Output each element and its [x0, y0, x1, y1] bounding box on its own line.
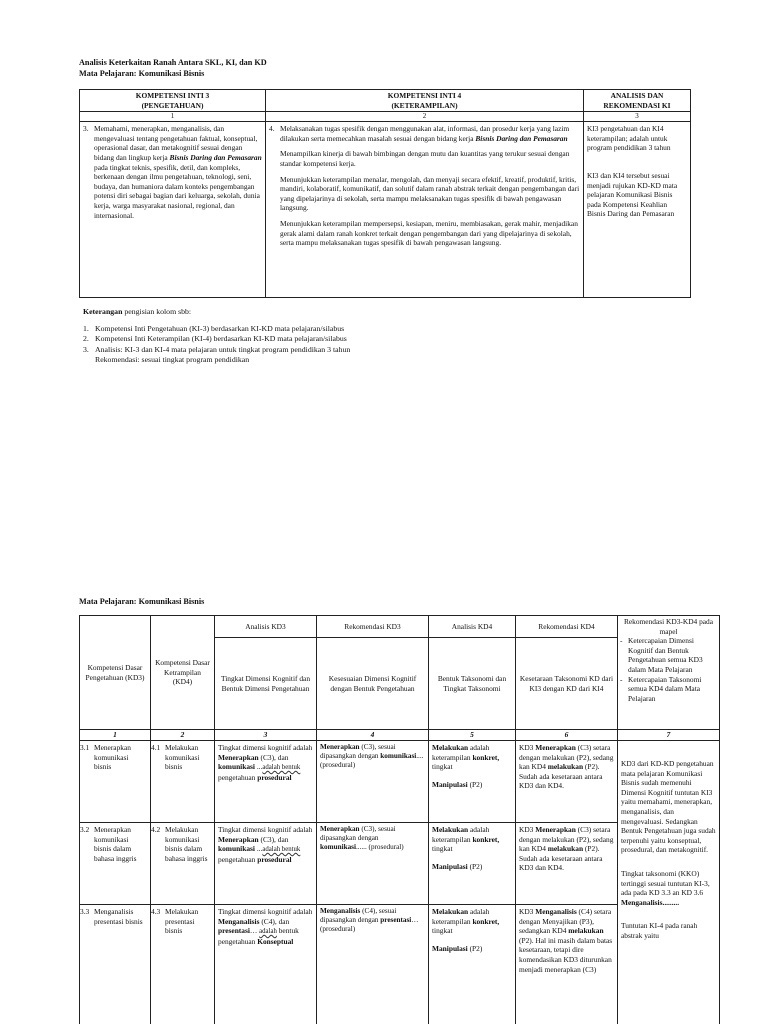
text-run: (C4) setara dengan Menyajikan (P3), sedangkan KD4 — [519, 907, 612, 936]
doc-subject: Mata Pelajaran: Komunikasi Bisnis — [79, 69, 205, 78]
column-index: 1 — [80, 730, 151, 741]
text-run: Menganalisis — [218, 916, 260, 926]
notes-item-text: Kompetensi Inti Pengetahuan (KI-3) berdasarkan KI-KD mata pelajaran/silabus — [95, 323, 345, 333]
text-run: melakukan — [547, 844, 584, 854]
text-run: konkret, — [472, 752, 500, 762]
text-run: adalah bentuk — [262, 846, 301, 854]
text-run: konkret, — [472, 916, 500, 926]
text-run: Menerapkan — [320, 825, 360, 833]
text-run: tingkat — [432, 762, 453, 772]
header-ki4 — [266, 90, 584, 112]
text-run: adalah keterampilan — [432, 825, 490, 844]
header-rekom-mapel-title: Rekomendasi KD3-KD4 pada mapel — [623, 617, 714, 636]
analisis-kd4-cell — [429, 823, 516, 905]
header-kd4: Kompetensi Dasar Ketrampilan (KD4) — [151, 616, 215, 730]
text-run: adalah bentuk — [262, 764, 301, 772]
col-number-2: 2 — [266, 112, 584, 122]
kd3-cell — [80, 823, 151, 905]
text-run: presentasi — [380, 916, 412, 925]
header-ki3-line2: (PENGETAHUAN) — [141, 100, 204, 110]
notes-section — [83, 307, 643, 366]
text-run: ...... (prosedural) — [355, 843, 404, 852]
text-run: Melakukan — [432, 743, 469, 752]
rekom-kd3-cell — [317, 741, 429, 823]
text-run: Menerapkan — [218, 752, 259, 762]
header-rekom-item: - Ketercapaian Taksonomi semua KD4 dalam Mata Pelajaran — [620, 675, 717, 704]
text-run: presentasi — [218, 926, 250, 936]
text-run: Manipulasi — [432, 943, 468, 953]
text-run: (P2). Sudah ada kesetaraan antara KD3 dan KD4. — [519, 762, 603, 791]
header-kd3: Kompetensi Dasar Pengetahuan (KD3) — [80, 616, 151, 730]
text-run: KD3 — [519, 907, 536, 916]
analisis-kd4-cell — [429, 741, 516, 823]
subheader-rekom-kd3: Kesesuaian Dimensi Kognitif dengan Bentuk Pengetahuan — [317, 638, 429, 730]
ki3-number: 3. — [83, 124, 89, 134]
text-run: … — [249, 926, 260, 936]
kd4-text: Melakukan presentasi bisnis — [165, 907, 199, 936]
text-run: Menganalisis......... — [621, 897, 680, 907]
rekom-kd3-cell — [317, 823, 429, 905]
notes-list — [83, 324, 643, 366]
kd3-cell — [80, 741, 151, 823]
ki-analysis-table — [79, 89, 691, 298]
text-run: Menerapkan — [320, 743, 360, 751]
rekom-mapel-para-2 — [621, 869, 716, 907]
notes-label: Keterangan — [83, 307, 123, 316]
table-row — [80, 741, 720, 823]
text-run: (C3), sesuai dipasangkan dengan — [320, 743, 396, 761]
subheader-rekom-kd4: Kesetaraan Taksonomi KD dari KI3 dengan KD dari KI4 — [516, 638, 618, 730]
kd-analysis-table — [79, 615, 720, 1024]
kd3-text: Menerapkan komunikasi bisnis — [94, 743, 131, 772]
text-run: ....(prosedural) — [320, 752, 424, 770]
header-rekom-kd4: Rekomendasi KD4 — [516, 616, 618, 638]
text-run: Tingkat dimensi kognitif adalah — [218, 825, 313, 834]
header-ki4-line1: KOMPETENSI INTI 4 — [387, 91, 462, 100]
kd4-cell — [151, 741, 215, 823]
header-rekom-mapel — [618, 616, 720, 730]
analysis-cell — [584, 122, 691, 298]
ki4-program-name: Bisnis Daring dan Pemasaran — [475, 133, 568, 143]
header-analysis-line2: REKOMENDASI KI — [603, 100, 671, 110]
kd3-text: Menganalisis presentasi bisnis — [94, 907, 143, 926]
column-index: 3 — [215, 730, 317, 741]
text-run: Melakukan — [432, 907, 469, 916]
header-analysis-line1: ANALISIS DAN — [610, 91, 664, 100]
ki3-text-part1: Memahami, menerapkan, menganalisis, dan mengevaluasi tentang pengetahuan faktual, konseptual, operasional dasar, dan metakognitif sesuai dengan bidang dan lingkup kerja — [94, 124, 258, 162]
text-run: adalah keterampilan — [432, 743, 490, 762]
header-rekom-item-text: Ketercapaian Taksonomi semua KD4 dalam Mata Pelajaran — [628, 674, 702, 703]
text-run: adalah — [259, 928, 277, 936]
ki4-number: 4. — [269, 124, 275, 134]
text-run: komunikasi — [218, 762, 255, 772]
analysis-para-1: KI3 pengetahuan dan KI4 keterampilan; adalah untuk program pendidikan 3 tahun — [587, 124, 671, 153]
text-run: Manipulasi — [432, 779, 468, 789]
kd4-number: 4.2 — [151, 825, 161, 834]
notes-heading — [83, 307, 643, 318]
text-run: bentuk pengetahuan — [218, 926, 299, 946]
text-run: Menerapkan — [535, 825, 576, 834]
text-run: Tingkat dimensi kognitif adalah — [218, 907, 313, 916]
doc-subject-2: Mata Pelajaran: Komunikasi Bisnis — [79, 597, 205, 606]
analisis-kd3-cell — [215, 905, 317, 1024]
rekom-kd3-cell — [317, 905, 429, 1024]
ki4-para-2: Menampilkan kinerja di bawah bimbingan dengan mutu dan kuantitas yang terukur sesuai dengan standar kompetensi kerja. — [280, 149, 570, 168]
kd4-text: Melakukan komunikasi bisnis — [165, 743, 200, 772]
kd4-cell — [151, 823, 215, 905]
kd4-number: 4.3 — [151, 907, 161, 916]
analisis-kd4-cell — [429, 905, 516, 1024]
text-run: komunikasi — [380, 752, 417, 761]
header-analysis — [584, 90, 691, 112]
text-run: (P2). Sudah ada kesetaraan antara KD3 dan KD4. — [519, 844, 603, 873]
rekom-mapel-cell — [618, 741, 720, 1024]
column-index: 5 — [429, 730, 516, 741]
analysis-para-2: KI3 dan KI4 tersebut sesuai menjadi rujukan KD-KD mata pelajaran Komunikasi Bisnis pada Kompetensi Keahlian Bisnis Daring dan Pemasaran — [587, 170, 678, 219]
text-run: (C3) setara dengan melakukan (P2), sedang kan KD4 — [519, 825, 614, 854]
text-run: komunikasi — [320, 843, 356, 852]
text-run: prosedural — [257, 854, 292, 864]
text-run: adalah keterampilan — [432, 907, 490, 926]
text-run: (C3) setara dengan melakukan (P2), sedang kan KD4 — [519, 743, 614, 772]
text-run: melakukan — [547, 762, 584, 772]
text-run: Menerapkan — [535, 743, 576, 752]
text-run: (C3), dan — [258, 834, 289, 844]
kd3-number: 3.2 — [80, 825, 90, 834]
text-run: tingkat — [432, 844, 453, 854]
kd3-number: 3.1 — [80, 743, 90, 752]
header-ki3 — [80, 90, 266, 112]
text-run: pengetahuan — [218, 772, 258, 782]
notes-item — [83, 324, 643, 335]
header-ki3-line1: KOMPETENSI INTI 3 — [135, 91, 210, 100]
rekom-mapel-para-1: KD3 dari KD-KD pengetahuan mata pelajaran Komunikasi Bisnis sudah memenuhi Dimensi Kognitif tuntutan KI3 yaitu memahami, menerapkan, menganalisis, dan mengevaluasi. Sedangkan Bentuk Pengetahuan juga sudah terpenuhi yaitu konseptual, prosedural, dan metakognitif. — [621, 759, 716, 855]
ki4-para-4: Menunjukkan keterampilan mempersepsi, kesiapan, meniru, membiasakan, gerak mahir, menjadikan gerak alami dalam ranah konkret terkait dengan pengembangan dari yang dipelajarinya di sekolah, serta mampu melaksanakan tugas spesifik di bawah pengawasan langsung. — [280, 218, 578, 248]
ki4-para-1-text: Melaksanakan tugas spesifik dengan menggunakan alat, informasi, dan prosedur kerja yang lazim dilakukan serta memecahkan masalah sesuai dengan bidang kerja — [280, 124, 570, 143]
kd4-cell — [151, 905, 215, 1024]
text-run: komunikasi — [218, 844, 255, 854]
ki3-text-part2: pada tingkat teknis, spesifik, detil, dan kompleks, berkenaan dengan ilmu pengetahuan, teknologi, seni, budaya, dan humaniora dalam konteks pengembangan potensi diri sebagai bagian dari keluarga, sekolah, dunia kerja, warga masyarakat nasional, regional, dan internasional. — [94, 162, 260, 220]
subheader-analisis-kd4: Bentuk Taksonomi dan Tingkat Taksonomi — [429, 638, 516, 730]
notes-rekomendasi — [83, 355, 643, 366]
text-run: prosedural — [257, 772, 292, 782]
analisis-kd3-cell — [215, 741, 317, 823]
column-index: 7 — [618, 730, 720, 741]
text-run: Menganalisis — [535, 907, 577, 916]
text-run: ... — [254, 844, 263, 854]
notes-rekomendasi-text: Rekomendasi: sesuai tingkat program pendidikan — [95, 355, 250, 364]
ki4-cell — [266, 122, 584, 298]
header-analisis-kd3: Analisis KD3 — [215, 616, 317, 638]
rekom-kd4-cell — [516, 741, 618, 823]
notes-intro: pengisian kolom sbb: — [122, 307, 192, 316]
text-run: Melakukan — [432, 825, 469, 834]
notes-item-number: 3. — [83, 344, 89, 354]
column-index-row — [80, 730, 720, 741]
kd4-text: Melakukan komunikasi bisnis dalam bahasa inggris — [165, 825, 208, 863]
analisis-kd3-cell — [215, 823, 317, 905]
header-rekom-kd3: Rekomendasi KD3 — [317, 616, 429, 638]
text-run: … (prosedural) — [320, 916, 419, 934]
text-run: KD3 — [519, 743, 536, 752]
notes-item — [83, 345, 643, 356]
text-run: (C4), dan — [259, 916, 290, 926]
text-run: (P2). Hal ini masih dalam batas kesetaraan, tetapi dire komendasikan KD3 diturunkan menjadi menerapkan (C3) — [519, 935, 613, 974]
text-run: (C3), sesuai dipasangkan dengan — [320, 825, 396, 843]
ki3-cell — [80, 122, 266, 298]
text-run: Tingkat taksonomi (KKO) tertinggi sesuai tuntutan KI-3, ada pada KD 3.3 an KD 3.6 — [621, 868, 710, 898]
col-number-3: 3 — [584, 112, 691, 122]
notes-item-number: 2. — [83, 334, 89, 343]
kd3-cell — [80, 905, 151, 1024]
text-run: (C3), dan — [258, 752, 289, 762]
notes-item-text: Kompetensi Inti Keterampilan (KI-4) berdasarkan KI-KD mata pelajaran/silabus — [95, 334, 347, 343]
ki4-para-1 — [280, 124, 580, 143]
col-number-1: 1 — [80, 112, 266, 122]
text-run: (P2) — [467, 779, 483, 789]
subheader-analisis-kd3: Tingkat Dimensi Kognitif dan Bentuk Dimensi Pengetahuan — [215, 638, 317, 730]
header-rekom-item: - Ketercapaian Dimensi Kognitif dan Bentuk Pengetahuan semua KD3 dalam Mata Pelajaran — [620, 636, 717, 674]
text-run: Konseptual — [257, 936, 294, 946]
notes-item-text: Analisis: KI-3 dan KI-4 mata pelajaran untuk tingkat program pendidikan 3 tahun — [95, 344, 351, 354]
column-index: 6 — [516, 730, 618, 741]
rekom-kd4-cell — [516, 823, 618, 905]
header-analisis-kd4: Analisis KD4 — [429, 616, 516, 638]
text-run: ... — [254, 762, 263, 772]
text-run: melakukan — [568, 926, 604, 936]
kd3-number: 3.3 — [80, 907, 90, 916]
ki3-program-name: Bisnis Daring dan Pemasaran — [169, 152, 262, 162]
text-run: Tingkat dimensi kognitif adalah — [218, 743, 313, 752]
header-rekom-item-text: Ketercapaian Dimensi Kognitif dan Bentuk Pengetahuan semua KD3 dalam Mata Pelajaran — [628, 636, 703, 674]
rekom-kd4-cell — [516, 905, 618, 1024]
kd4-number: 4.1 — [151, 743, 161, 752]
ki4-para-3: Menunjukkan keterampilan menalar, mengolah, dan menyaji secara efektif, kreatif, produktif, kritis, mandiri, kolaboratif, komunikatif, dan solutif dalam ranah abstrak terkait dengan pengembangan dari yang dipelajarinya di sekolah, serta mampu melaksanakan tugas spesifik di bawah pengawasan langsung. — [280, 174, 580, 213]
doc-title: Analisis Keterkaitan Ranah Antara SKL, KI, dan KD — [79, 58, 267, 67]
ki3-text — [94, 124, 262, 220]
text-run: KD3 — [519, 825, 536, 834]
text-run: konkret, — [472, 834, 500, 844]
column-index: 4 — [317, 730, 429, 741]
notes-item-number: 1. — [83, 323, 89, 333]
text-run: tingkat — [432, 926, 453, 936]
text-run: Menerapkan — [218, 834, 259, 844]
kd3-text: Menerapkan komunikasi bisnis dalam bahasa inggris — [94, 825, 137, 863]
text-run: (P2) — [467, 861, 483, 871]
header-ki4-line2: (KETERAMPILAN) — [391, 100, 458, 110]
text-run: pengetahuan — [218, 854, 258, 864]
text-run: (P2) — [467, 943, 483, 953]
notes-item — [83, 334, 643, 345]
rekom-mapel-para-3: Tuntutan KI-4 pada ranah abstrak yaitu — [621, 921, 698, 940]
text-run: Menganalisis — [320, 907, 361, 915]
text-run: (C4), sesuai dipasangkan dengan — [320, 907, 397, 925]
text-run: Manipulasi — [432, 861, 468, 871]
column-index: 2 — [151, 730, 215, 741]
